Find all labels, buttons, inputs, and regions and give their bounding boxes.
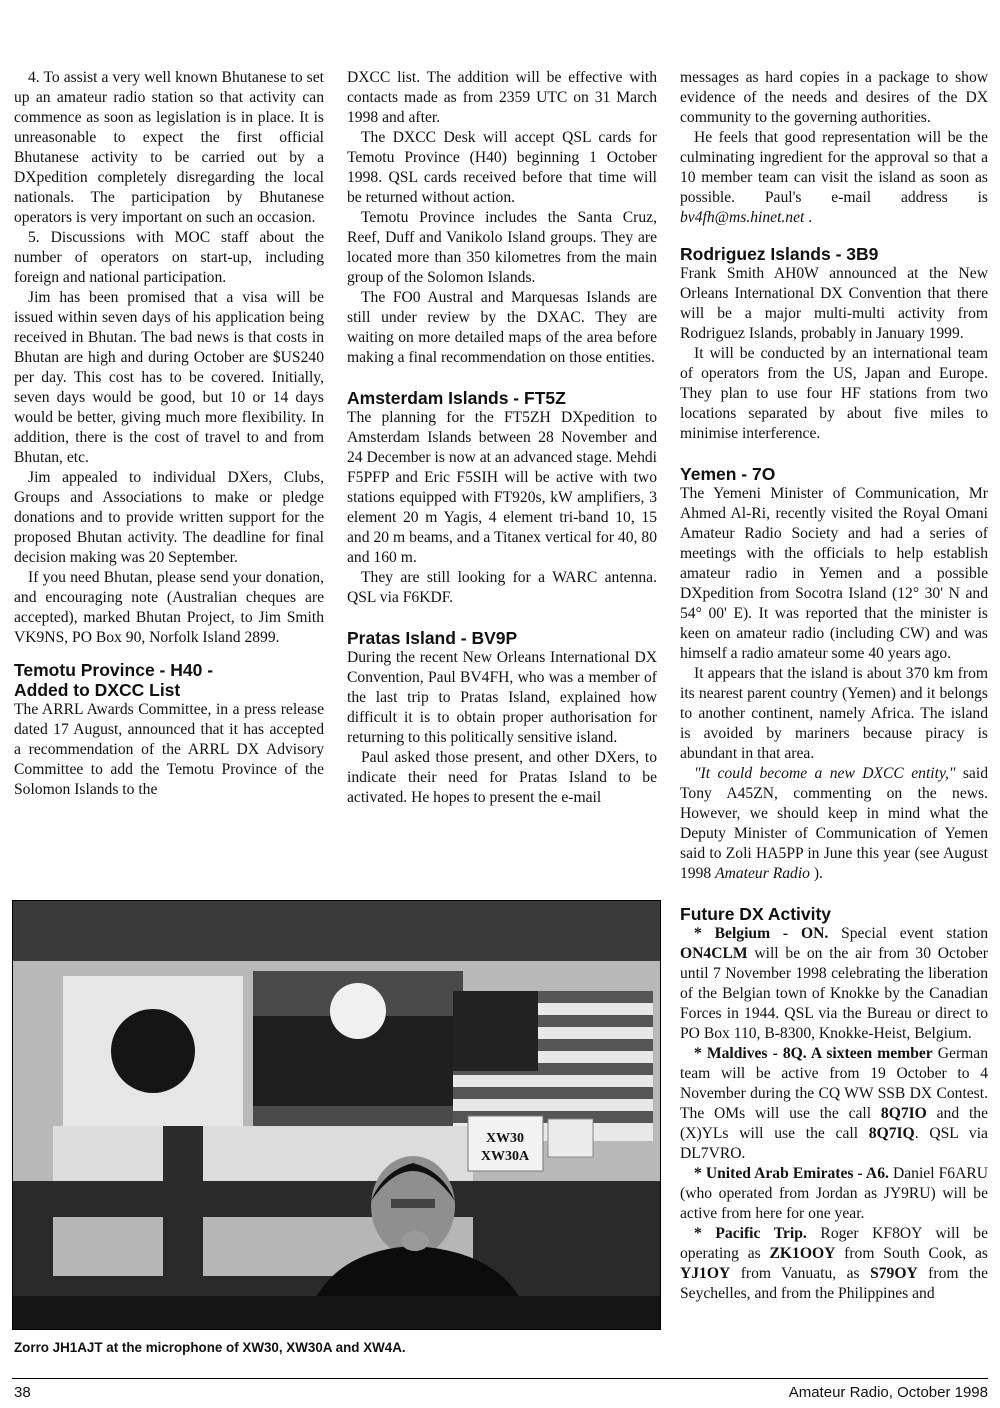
text-run: He feels that good representation will be the culminating ingredient for the approval so that a 10 member team can visit the island as soon as possible. Paul's e-mail address is: [680, 129, 988, 206]
laos-flag-icon: [253, 971, 463, 1151]
section-heading-yemen: Yemen - 7O: [680, 464, 776, 484]
paragraph: If you need Bhutan, please send your donation, and encouraging note (Australian cheques are accepted), marked Bhutan Project, to Jim Smith VK9NS, PO Box 90, Norfolk Island 2899.: [14, 569, 324, 646]
paragraph: [680, 1044, 988, 1164]
text-run: Special event station: [828, 925, 988, 942]
text-run: Daniel F6ARU (who operated from Jordan as JY9RU) will be active from here for one year.: [680, 1165, 989, 1222]
text-run: ).: [809, 865, 823, 882]
text-run: and the (X)YLs will use the call: [680, 1105, 988, 1142]
quote: "It could become a new DXCC entity,": [694, 765, 956, 782]
paragraph: 5. Discussions with MOC staff about the number of operators on start-up, including foreign and national participation.: [14, 229, 324, 286]
entry-lead: A sixteen member: [806, 1045, 933, 1062]
text-run: from Vanuatu, as: [730, 1265, 871, 1282]
magazine-title: Amateur Radio: [715, 865, 810, 882]
paragraph: Paul asked those present, and other DXers, to indicate their need for Pratas Island to be activated. He hopes to present the e-mail: [347, 749, 657, 806]
footer-divider: [12, 1378, 988, 1379]
paragraph: During the recent New Orleans International DX Convention, Paul BV4FH, who was a member of the last trip to Pratas Island, explained how difficult it is to obtain proper authorisation for returning to this politically sensitive island.: [347, 649, 657, 746]
section-heading-amsterdam: Amsterdam Islands - FT5Z: [347, 388, 566, 408]
paragraph: Temotu Province includes the Santa Cruz, Reef, Duff and Vanikolo Island groups. They are located more than 350 kilometres from the main group of the Solomon Islands.: [347, 209, 657, 286]
paragraph: The planning for the FT5ZH DXpedition to Amsterdam Islands between 28 November and 24 December is now at an advanced stage. Mehdi F5PFP and Eric F5SIH will be active with two stations equipped with FT920s, kW amplifiers, 3 element 20 m Yagis, 4 element tri-band 10, 15 and 20 m beams, and a Titanex vertical for 40, 80 and 160 m.: [347, 409, 657, 566]
paragraph: They are still looking for a WARC antenna. QSL via F6KDF.: [347, 569, 657, 606]
entry-lead: * Belgium - ON.: [694, 925, 829, 942]
callsign: ON4CLM: [680, 945, 748, 962]
paragraph: DXCC list. The addition will be effective with contacts made as from 2359 UTC on 31 March 1998 and after.: [347, 69, 657, 126]
paragraph: [680, 1164, 988, 1224]
paragraph: [680, 1224, 988, 1304]
photo-caption: Zorro JH1AJT at the microphone of XW30, XW30A and XW4A.: [14, 1340, 406, 1355]
paragraph: It will be conducted by an international team of operators from the US, Japan and Europe. They plan to use four HF stations from two locations separated by about five miles to minimise interference.: [680, 345, 988, 442]
text-run: German team will be active from 19 October to 4 November during the CQ WW SSB DX Contest. The OMs will use the call: [680, 1045, 989, 1122]
text-run: said Tony A45ZN, commenting on the news. However, we should keep in mind what the Deputy Minister of Communication of Yemen said to Zoli HA5PP in June this year (see August 1998: [680, 765, 988, 882]
paragraph: [680, 764, 988, 884]
banner-line: XW30: [485, 1131, 525, 1146]
callsign: ZK1OOY: [769, 1245, 836, 1262]
paragraph: The DXCC Desk will accept QSL cards for Temotu Province (H40) beginning 1 October 1998. QSL cards received before that time will be returned without action.: [347, 129, 657, 206]
paragraph: The Yemeni Minister of Communication, Mr Ahmed Al-Ri, recently visited the Royal Omani Amateur Radio Society and had a series of meetings with the officials to help establish amateur radio in Yemen and a possible DXpedition from Socotra Island (12° 30' N and 54° 00' E). It was reported that the minister is keen on amateur radio (including CW) and was himself a radio amateur some 40 years ago.: [680, 485, 988, 662]
paragraph: [680, 128, 988, 228]
callsign: 8Q7IQ: [868, 1125, 915, 1142]
entry-lead: * United Arab Emirates - A6.: [694, 1165, 889, 1182]
callsign: S79OY: [870, 1265, 918, 1282]
photo-operator-with-flags: [12, 900, 661, 1330]
column-3: [680, 68, 988, 1304]
paragraph: It appears that the island is about 370 km from its nearest parent country (Yemen) and it belongs to another continent, namely Africa. The island is avoided by mariners because piracy is abundant in that area.: [680, 665, 988, 762]
paragraph: 4. To assist a very well known Bhutanese to set up an amateur radio station so that activity can commence as soon as legislation is in place. It is unreasonable to expect the first official Bhutanese activity to be carried out by a DXpedition completely disregarding the local nationals. The participation by Bhutanese operators is very important on such an occasion.: [14, 69, 324, 226]
column-1: [14, 68, 324, 800]
page-number: 38: [14, 1384, 31, 1401]
section-heading-pratas: Pratas Island - BV9P: [347, 628, 518, 648]
paragraph: Jim has been promised that a visa will be issued within seven days of his application being received in Bhutan. The bad news is that costs in Bhutan are high and during October are $US240 per day. This cost has to be covered. Initially, seven days would be good, but 10 or 14 days would be better, giving much more flexibility. In addition, there is the cost of travel to and from Bhutan, etc.: [14, 289, 324, 466]
heading-line: Temotu Province - H40 -: [14, 660, 214, 680]
text-run: from the Seychelles, and from the Philippines and: [680, 1265, 988, 1302]
paragraph: Frank Smith AH0W announced at the New Orleans International DX Convention that there will be a major multi-multi activity from Rodriguez Islands, probably in January 1999.: [680, 265, 988, 342]
photo-illustration: [13, 901, 660, 1329]
paragraph: The ARRL Awards Committee, in a press release dated 17 August, announced that it has accepted a recommendation of the ARRL DX Advisory Committee to add the Temotu Province of the Solomon Islands to the: [14, 701, 324, 798]
text-run: from South Cook, as: [835, 1245, 988, 1262]
callsign: YJ1OY: [680, 1265, 731, 1282]
column-2: [347, 68, 657, 808]
text-run: will be on the air from 30 October until 7 November 1998 celebrating the liberation of the Belgian town of Knokke by the Canadian Forces in 1944. QSL via the Bureau or direct to PO Box 110, B-8300, Knokke-Heist, Belgium.: [680, 945, 988, 1042]
entry-lead: * Maldives - 8Q.: [694, 1045, 807, 1062]
text-run: Roger KF8OY will be operating as: [680, 1225, 989, 1262]
callsign: 8Q7IO: [880, 1105, 927, 1122]
paragraph: The FO0 Austral and Marquesas Islands are still under review by the DXAC. They are waiting on more detailed maps of the area before making a final recommendation on those entities.: [347, 289, 657, 366]
paragraph: Jim appealed to individual DXers, Clubs, Groups and Associations to make or pledge donations and to provide written support for the proposed Bhutan activity. The deadline for final decision making was 20 September.: [14, 469, 324, 566]
magazine-issue: Amateur Radio, October 1998: [788, 1384, 988, 1401]
heading-line: Added to DXCC List: [14, 680, 181, 700]
paragraph: [680, 924, 988, 1044]
text-run: .: [804, 209, 813, 226]
entry-lead: * Pacific Trip.: [694, 1225, 807, 1242]
japan-flag-icon: [63, 976, 243, 1126]
text-run: . QSL via DL7VRO.: [680, 1125, 988, 1162]
section-heading-rodriguez: Rodriguez Islands - 3B9: [680, 244, 879, 264]
section-heading-temotu: [14, 660, 324, 700]
email-address: bv4fh@ms.hinet.net: [680, 209, 805, 226]
banner-line: XW30A: [480, 1149, 530, 1164]
section-heading-future-dx: Future DX Activity: [680, 904, 832, 924]
paragraph: messages as hard copies in a package to show evidence of the needs and desires of the DX community to the governing authorities.: [680, 69, 988, 126]
